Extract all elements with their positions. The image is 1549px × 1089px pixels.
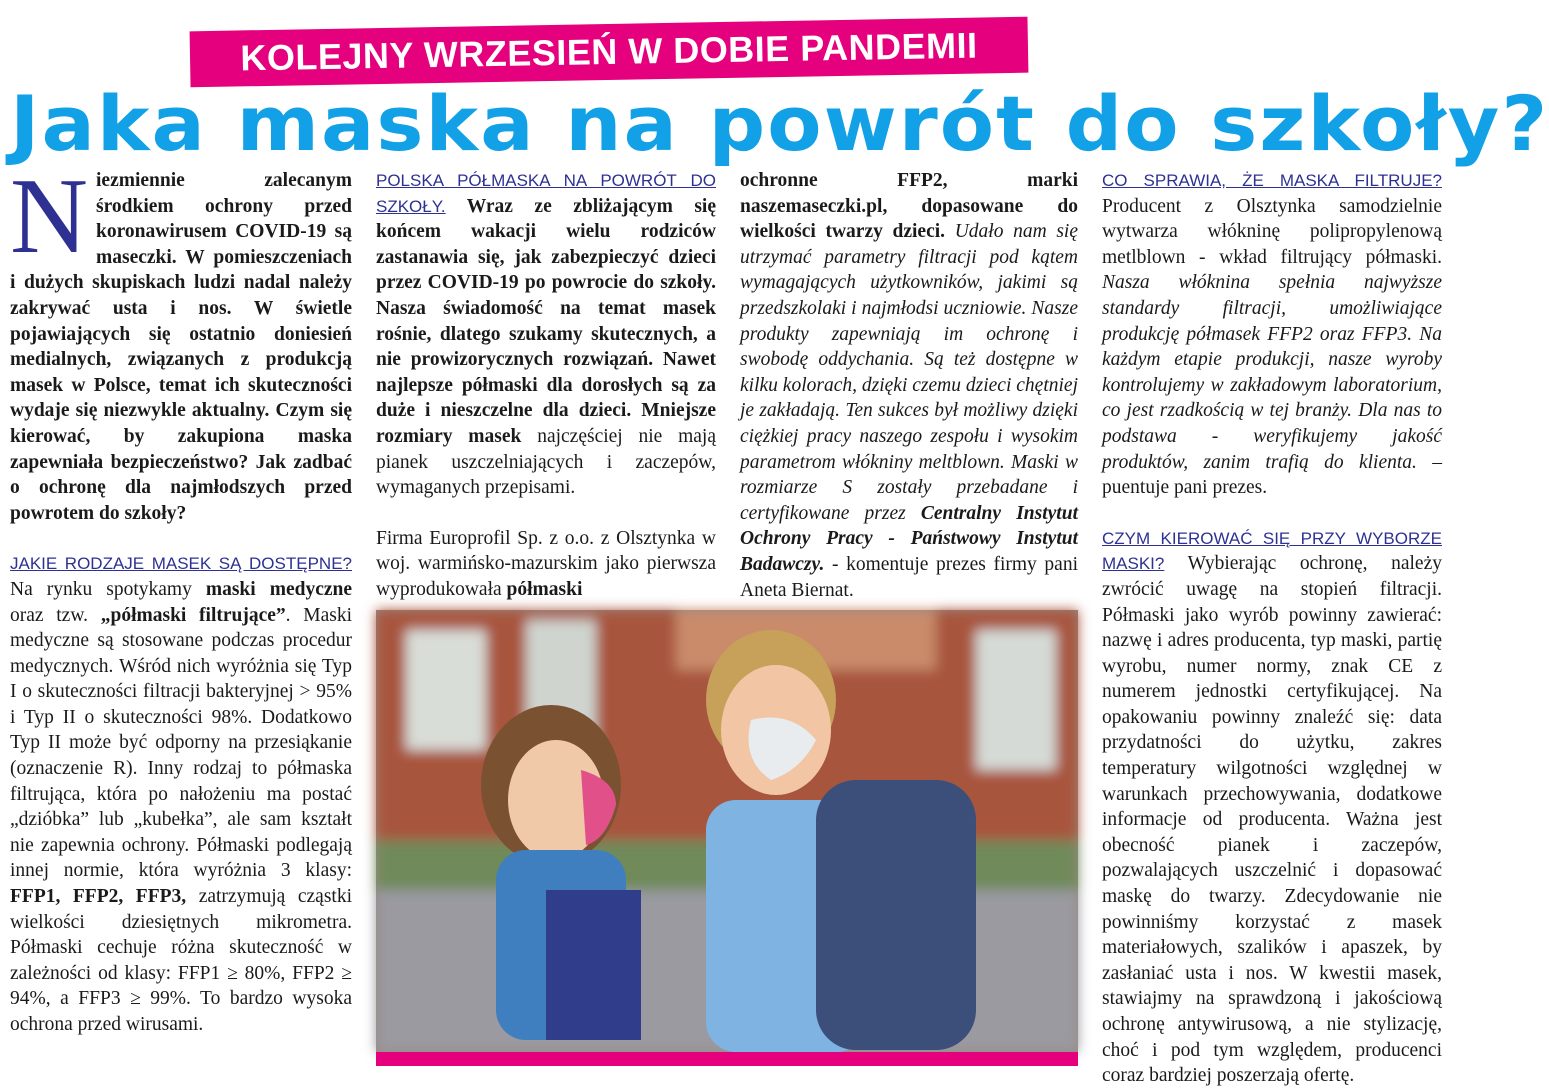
text: zatrzymują cząstki wielkości dziesiętnych mikrometra. Półmaski cechuje różna skuteczność w zależności od klasy: FFP1 ≥ 80%, FFP2 ≥ 94%, a FFP3 ≥ 99%. To bardzo wysoka ochrona przed wirusami. — [10, 886, 352, 1035]
column-4 — [1102, 168, 1442, 1087]
text: oraz tzw. — [10, 604, 101, 626]
bold-italic-text: Centralny Instytut Ochrony Pracy - Państwowy Instytut Badawczy. — [740, 502, 1078, 575]
subheading-polish-mask: POLSKA PÓŁMASKA NA POWRÓT DO SZKOŁY. — [376, 171, 716, 216]
subheading-filter: CO SPRAWIA, ŻE MASKA FILTRUJE? — [1102, 171, 1442, 190]
bottom-accent-bar — [376, 1052, 1078, 1066]
text: Wybierając ochronę, należy zwrócić uwagę na stopień filtracji. Półmaski jako wyrób powinny zawierać: nazwę i adres producenta, typ maski, partię wyrobu, numer normy, znak CE z numerem jednostki certyfikującej. Na opakowaniu powinny znaleźć się: data przydatności do użytku, zakres temperatury wilgotności względnej w warunkach przechowywania, dodatkowe informacje od producenta. Ważna jest obecność pianek i zaczepów, pozwalających uszczelnić i dopasować maskę do twarzy. Zdecydowanie nie powinniśmy korzystać z masek materiałowych, szalików i apaszek, by zasłaniać usta i nos. W kwestii masek, stawiajmy na sprawdzoną i jakościową ochronę antywirusową, a nie stylizację, choć i pod tym względem, producenci coraz bardziej poszerzają ofertę. — [1102, 553, 1442, 1087]
photo-illustration — [376, 610, 1078, 1052]
children-with-masks-photo — [376, 610, 1078, 1052]
drop-cap: N — [10, 157, 88, 276]
text: Producent z Olsztynka samodzielnie wytwarza włókninę polipropylenową metlblown - wkład filtrujący półmaski. — [1102, 195, 1442, 268]
column-1 — [10, 157, 353, 1048]
subheading-mask-types: JAKIE RODZAJE MASEK SĄ DOSTĘPNE? — [10, 554, 352, 574]
quote-paragraph — [740, 168, 1078, 603]
bold-text: „półmaski filtrujące” — [100, 604, 286, 626]
headline: Jaka maska na powrót do szkoły? — [10, 79, 1549, 168]
text: Na rynku spotykamy — [10, 578, 206, 600]
text: - komentuje prezes firmy pani Aneta Biernat. — [740, 553, 1078, 601]
bold-text: Wraz ze zbliżającym się końcem wakacji wielu rodziców zastanawia się, jak zabezpieczyć dzieci przez COVID-19 po powrocie do szkoły. Nasza świadomość na temat masek rośnie, dlatego szukamy skutecznych, a nie prowizorycznych rozwiązań. Nawet najlepsze półmaski dla dorosłych są za duże i nieszczelne dla dzieci. Mniejsze rozmiary masek — [376, 195, 716, 447]
bold-text: półmaski — [506, 578, 583, 600]
text: Firma Europrofil Sp. z o.o. z Olsztynka w woj. warmińsko-mazurskim jako pierwsza wyprodukowała — [376, 527, 716, 600]
bold-text: maski medyczne — [205, 578, 353, 600]
filter-paragraph — [1102, 168, 1442, 501]
italic-text: Udało nam się utrzymać parametry filtracji pod kątem wymagających użytkowników, jakimi są przedszkolaki i najmłodsi uczniowie. Nasze produkty zapewniają im ochronę i swobodę oddychania. Są też dostępne w kilku kolorach, dzięki czemu dzieci chętniej je zakładają. Ten sukces był możliwy dzięki ciężkiej pracy naszego zespołu i wysokim parametrom włókniny meltblown. Maski w rozmiarze S zostały przebadane i certyfikowane przez — [740, 221, 1078, 524]
choice-paragraph — [1102, 526, 1442, 1089]
lead-text: iezmiennie zalecanym środkiem ochrony przed koronawirusem COVID-19 są maseczki. W pomieszczeniach i dużych skupiskach ludzi nadal należy zakrywać usta i nos. W świetle pojawiających się ostatnio doniesień medialnych, związanych z produkcją masek w Polsce, temat ich skuteczności wydaje się niezwykle aktualny. Czym się kierować, by zakupiona maska zapewniała bezpieczeństwo? Jak zadbać o ochronę dla najmłodszych przed powrotem do szkoły? — [10, 170, 352, 524]
bold-text: ochronne FFP2, marki naszemaseczki.pl, dopasowane do wielkości twarzy dzieci. — [740, 170, 1078, 243]
column-2 — [376, 168, 716, 600]
lead-paragraph — [10, 157, 352, 526]
subheading-choice: CZYM KIEROWAĆ SIĘ PRZY WYBORZE MASKI? — [1102, 528, 1442, 574]
text: najczęściej nie mają pianek uszczelniających i zaczepów, wymaganych przepisami. — [376, 425, 717, 499]
polish-mask-paragraph — [376, 168, 716, 501]
bold-text: FFP1, FFP2, FFP3, — [10, 886, 187, 908]
mask-types-paragraph — [10, 551, 352, 1037]
europrofil-paragraph — [376, 526, 716, 603]
text: – puentuje pani prezes. — [1102, 451, 1442, 499]
column-3 — [740, 168, 1078, 600]
kicker-banner: KOLEJNY WRZESIEŃ W DOBIE PANDEMII — [190, 17, 1029, 88]
text: . Maski medyczne są stosowane podczas procedur medycznych. Wśród nich wyróżnia się Typ I o skuteczności filtracji bakteryjnej > 95% i Typ II o skuteczności 98%. Dodatkowo Typ II może być odporny na przesiąkanie (oznaczenie R). Inny rodzaj to półmaska filtrująca, która po nałożeniu ma postać „dzióbka” lub „kubełka”, ale sam kształt nie zapewnia ochrony. Półmaski podlegają innej normie, która wyróżnia 3 klasy: — [10, 604, 352, 882]
italic-text: Nasza włóknina spełnia najwyższe standardy filtracji, umożliwiające produkcję półmasek FFP2 oraz FFP3. Na każdym etapie produkcji, nasze wyroby kontrolujemy w zakładowym laboratorium, co jest rzadkością w tej branży. Dla nas to podstawa - weryfikujemy jakość produktów, zanim trafią do klienta. — [1102, 272, 1442, 473]
